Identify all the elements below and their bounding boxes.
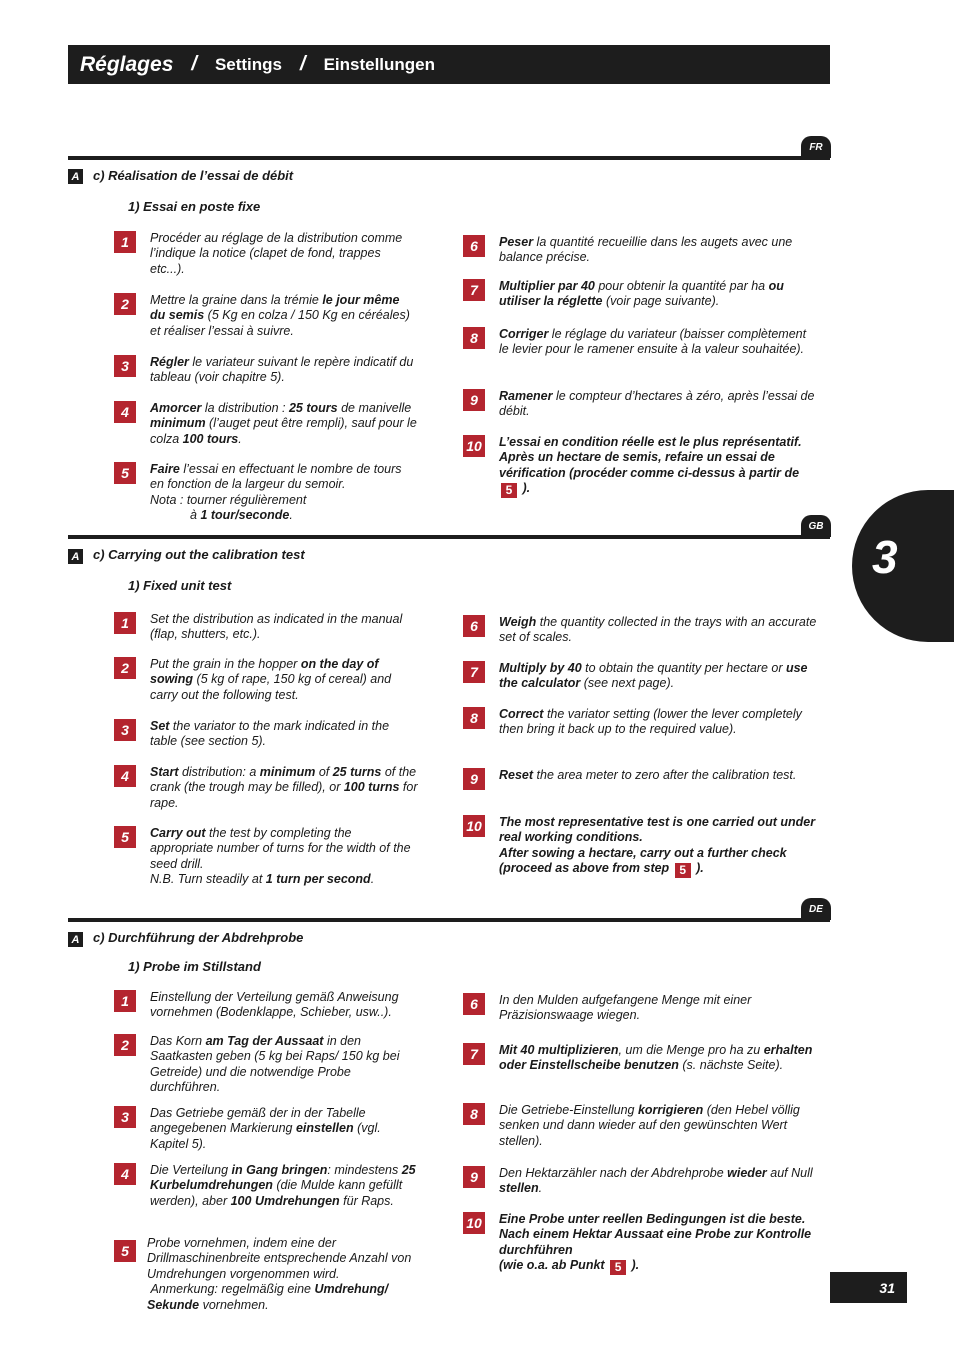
section-divider bbox=[68, 918, 830, 922]
step-text: Weigh the quantity collected in the trays with an accurate set of scales. bbox=[499, 615, 817, 645]
header-title-gb: Settings bbox=[214, 54, 282, 74]
subtitle-de: 1) Probe im Stillstand bbox=[128, 959, 261, 974]
section-divider bbox=[68, 156, 830, 160]
language-tab-de: DE bbox=[801, 898, 831, 920]
step-number: 2 bbox=[114, 293, 136, 315]
subtitle-fr: 1) Essai en poste fixe bbox=[128, 199, 261, 214]
step-text: Set the distribution as indicated in the manual (flap, shutters, etc.). bbox=[150, 612, 403, 642]
step-number: 6 bbox=[463, 993, 485, 1015]
step-text: The most representative test is one carried out under real working conditions. After sowing a hectare, carry out a further check (proceed as above from step 5 ). bbox=[499, 815, 816, 878]
step-text: Den Hektarzähler nach der Abdrehprobe wieder auf Null stellen. bbox=[499, 1166, 813, 1196]
chapter-tab bbox=[852, 490, 954, 642]
step-number: 5 bbox=[114, 462, 136, 484]
step-number: 10 bbox=[463, 435, 485, 457]
header-title-fr: Réglages bbox=[80, 52, 174, 76]
step-text: Probe vornehmen, indem eine der Drillmaschinenbreite entsprechende Anzahl von Umdrehungen vorgenommen wird. Anmerkung: regelmäßig eine Umdrehung/ Sekunde vornehmen. bbox=[147, 1236, 412, 1312]
step-number: 5 bbox=[114, 1240, 136, 1262]
step-number: 2 bbox=[114, 1034, 136, 1056]
section-title-fr: c) Réalisation de l’essai de débit bbox=[93, 168, 294, 183]
step-number: 3 bbox=[114, 719, 136, 741]
step-text: Mettre la graine dans la trémie le jour même du semis (5 Kg en colza / 150 Kg en céréales) et réaliser l’essai à suivre. bbox=[150, 293, 410, 338]
step-number: 10 bbox=[463, 815, 485, 837]
step-text: Carry out the test by completing the appropriate number of turns for the width of the seed drill. N.B. Turn steadily at 1 turn per second. bbox=[150, 826, 411, 887]
step-text: Peser la quantité recueillie dans les augets avec une balance précise. bbox=[499, 235, 793, 265]
step-number: 10 bbox=[463, 1212, 485, 1234]
step-text: Das Getriebe gemäß der in der Tabelle angegebenen Markierung einstellen (vgl. Kapitel 5). bbox=[150, 1106, 381, 1151]
step-text: Corriger le réglage du variateur (baisser complètement le levier pour le ramener ensuite à la valeur souhaitée). bbox=[499, 327, 807, 357]
step-text: Correct the variator setting (lower the lever completely then bring it back up to the required value). bbox=[499, 707, 802, 737]
step-text: Faire l’essai en effectuant le nombre de tours en fonction de la largeur du semoir. Nota : tourner régulièrement à 1 tour/seconde. bbox=[150, 462, 402, 523]
header-title-de: Einstellungen bbox=[323, 54, 436, 74]
step-text: Put the grain in the hopper on the day of sowing (5 kg of rape, 150 kg of cereal) and carry out the following test. bbox=[150, 657, 392, 702]
step-text: Die Verteilung in Gang bringen: mindestens 25 Kurbelumdrehungen (die Mulde kann gefüllt werden), aber 100 Umdrehungen für Raps. bbox=[150, 1163, 416, 1208]
step-number: 8 bbox=[463, 1103, 485, 1125]
page-header bbox=[68, 45, 830, 84]
step-text: Multiplier par 40 pour obtenir la quantité par ha ou utiliser la réglette (voir page suivante). bbox=[499, 279, 784, 309]
step-text: L’essai en condition réelle est le plus représentatif. Après un hectare de semis, refaire un essai de vérification (procéder comme ci-dessus à partir de 5 ). bbox=[499, 435, 802, 498]
page-number: 31 bbox=[830, 1272, 907, 1303]
header-separator: / bbox=[191, 53, 197, 75]
step-text: Die Getriebe-Einstellung korrigieren (den Hebel völlig senken und dann wieder auf den gewünschten Wert stellen). bbox=[499, 1103, 800, 1148]
step-text: Régler le variateur suivant le repère indicatif du tableau (voir chapitre 5). bbox=[150, 355, 414, 385]
step-text: Eine Probe unter reellen Bedingungen ist die beste. Nach einem Hektar Aussaat eine Probe zur Kontrolle durchführen (wie o.a. ab Punkt 5 ). bbox=[499, 1212, 812, 1275]
step-number: 9 bbox=[463, 389, 485, 411]
step-text: Reset the area meter to zero after the calibration test. bbox=[499, 768, 797, 782]
step-text: Amorcer la distribution : 25 tours de manivelle minimum (l’auget peut être rempli), sauf pour le colza 100 tours. bbox=[150, 401, 417, 446]
step-number: 4 bbox=[114, 1163, 136, 1185]
figure-ref-badge: A bbox=[68, 169, 83, 184]
step-text: Multiply by 40 to obtain the quantity per hectare or use the calculator (see next page). bbox=[499, 661, 808, 691]
figure-ref-badge: A bbox=[68, 932, 83, 947]
step-number: 4 bbox=[114, 765, 136, 787]
chapter-number: 3 bbox=[872, 531, 898, 583]
step-number: 3 bbox=[114, 355, 136, 377]
step-number: 8 bbox=[463, 707, 485, 729]
figure-ref-badge: A bbox=[68, 549, 83, 564]
step-number: 5 bbox=[114, 826, 136, 848]
language-tab-fr: FR bbox=[801, 136, 831, 158]
step-number: 1 bbox=[114, 612, 136, 634]
step-number: 9 bbox=[463, 768, 485, 790]
section-title-gb: c) Carrying out the calibration test bbox=[93, 547, 305, 562]
step-text: In den Mulden aufgefangene Menge mit einer Präzisionswaage wiegen. bbox=[499, 993, 752, 1023]
step-number: 4 bbox=[114, 401, 136, 423]
section-divider bbox=[68, 535, 830, 539]
step-number: 9 bbox=[463, 1166, 485, 1188]
step-number: 7 bbox=[463, 279, 485, 301]
step-text: Einstellung der Verteilung gemäß Anweisung vornehmen (Bodenklappe, Schieber, usw..). bbox=[150, 990, 399, 1020]
language-tab-gb: GB bbox=[801, 515, 831, 537]
step-number: 7 bbox=[463, 1043, 485, 1065]
step-text: Das Korn am Tag der Aussaat in den Saatkasten geben (5 kg bei Raps/ 150 kg bei Getreide) und die notwendige Probe durchführen. bbox=[150, 1034, 400, 1095]
step-number: 1 bbox=[114, 231, 136, 253]
step-text: Start distribution: a minimum of 25 turns of the crank (the trough may be filled), or 100 turns for rape. bbox=[150, 765, 418, 810]
step-number: 1 bbox=[114, 990, 136, 1012]
section-title-de: c) Durchführung der Abdrehprobe bbox=[93, 930, 304, 945]
step-text: Set the variator to the mark indicated in the table (see section 5). bbox=[150, 719, 390, 749]
subtitle-gb: 1) Fixed unit test bbox=[128, 578, 232, 593]
header-separator: / bbox=[300, 53, 306, 75]
step-text: Mit 40 multiplizieren, um die Menge pro ha zu erhalten oder Einstellscheibe benutzen (s. nächste Seite). bbox=[499, 1043, 813, 1073]
step-number: 8 bbox=[463, 327, 485, 349]
step-number: 2 bbox=[114, 657, 136, 679]
step-number: 6 bbox=[463, 235, 485, 257]
step-text: Procéder au réglage de la distribution comme l’indique la notice (clapet de fond, trappes etc...). bbox=[150, 231, 403, 276]
step-number: 3 bbox=[114, 1106, 136, 1128]
step-number: 7 bbox=[463, 661, 485, 683]
step-text: Ramener le compteur d’hectares à zéro, après l’essai de débit. bbox=[499, 389, 815, 419]
step-number: 6 bbox=[463, 615, 485, 637]
